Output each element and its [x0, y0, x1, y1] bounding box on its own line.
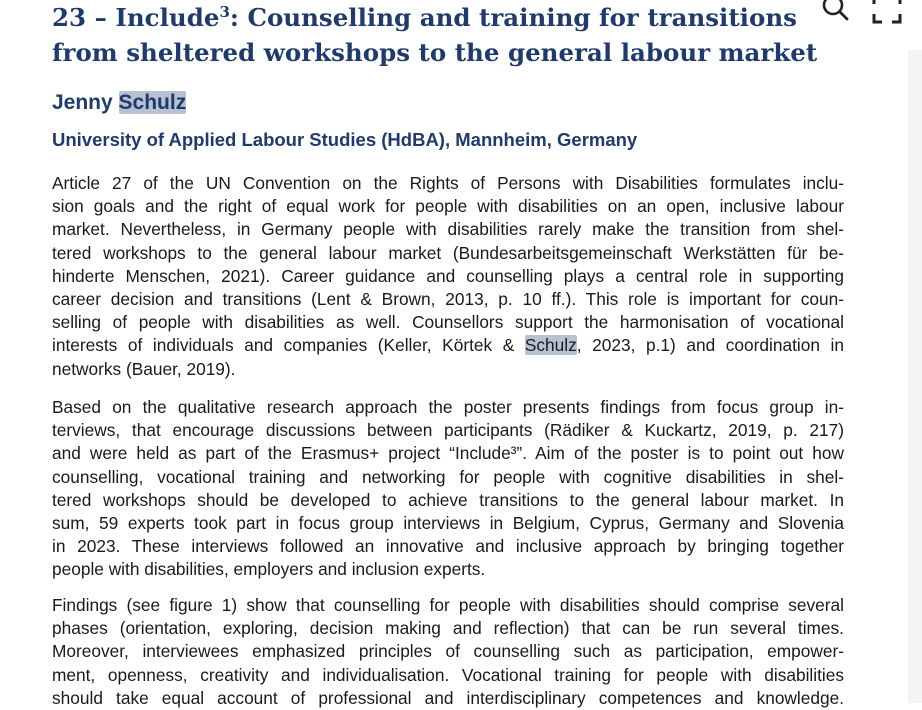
text-line: networks (Bauer, 2019). — [52, 358, 236, 379]
text-segment: , 2023, p.1) and coordination in — [576, 335, 844, 356]
text-line: Based on the qualitative research approach the poster presents findings from focus group in- — [52, 397, 844, 417]
expand-icon[interactable] — [870, 0, 904, 26]
text-line: Moreover, interviewees emphasized principles of counselling such as participation, empower- — [52, 641, 844, 662]
text-line: counselling, vocational training and networking for people with cognitive disabilities in shel- — [52, 466, 844, 487]
title-part2: : Counselling and training for transitions from sheltered workshops to the general labour market — [52, 3, 818, 67]
text-line: market. Nevertheless, in Germany people with disabilities rarely make the transition from shel- — [52, 219, 844, 240]
author-first-name: Jenny — [52, 91, 113, 114]
text-line: sum, 59 experts took part in focus group interviews in Belgium, Cyprus, Germany and Slovenia — [52, 513, 844, 534]
text-line: should take equal account of professional and interdisciplinary competences and knowledge. — [52, 687, 844, 708]
text-line: career decision and transitions (Lent & Brown, 2013, p. 10 ff.). This role is important for coun- — [52, 289, 844, 310]
author-last-name-highlight: Schulz — [118, 91, 187, 114]
text-line: tered workshops to the general labour market (Bundesarbeitsgemeinschaft Werkstätten für be- — [52, 242, 844, 263]
paragraph-1 — [52, 172, 844, 381]
author-name — [52, 88, 186, 118]
text-line: tered workshops should be developed to achieve transitions to the general labour market. In — [52, 489, 844, 510]
text-line: hinderte Menschen, 2021). Career guidance and counselling plays a central role in supporting — [52, 265, 844, 286]
text-segment: interests of individuals and companies (Keller, Körtek & — [52, 335, 525, 356]
text-line: in 2023. These interviews followed an innovative and inclusive approach by bringing together — [52, 536, 844, 557]
text-line: people with disabilities, employers and inclusion experts. — [52, 559, 486, 580]
page-title — [52, 0, 832, 70]
text-line: and were held as part of the Erasmus+ project “Include³”. Aim of the poster is to point out how — [52, 443, 844, 464]
search-highlight: Schulz — [524, 335, 577, 356]
paragraph-3 — [52, 594, 844, 710]
paragraph-2 — [52, 396, 844, 582]
title-part1: 23 – Include — [52, 3, 220, 32]
title-superscript: 3 — [219, 2, 230, 21]
text-line: terviews, that encourage discussions between participants (Rädiker & Kuckartz, 2019, p. 217) — [52, 420, 844, 441]
affiliation: University of Applied Labour Studies (HdBA), Mannheim, Germany — [52, 129, 638, 150]
text-line: sion goals and the right of equal work for people with disabilities on an open, inclusive labour — [52, 196, 844, 217]
text-line-highlighted — [52, 334, 844, 357]
text-line: selling of people with disabilities as well. Counsellors support the harmonisation of vocational — [52, 312, 844, 333]
text-line: Article 27 of the UN Convention on the Rights of Persons with Disabilities formulates inclu- — [52, 173, 844, 193]
text-line: Findings (see figure 1) show that counselling for people with disabilities should comprise several — [52, 595, 844, 615]
text-line: ment, openness, creativity and individualisation. Vocational training for people with disabilities — [52, 664, 844, 685]
page-edge — [908, 50, 922, 703]
text-line: phases (orientation, exploring, decision making and reflection) that can be run several times. — [52, 618, 844, 639]
